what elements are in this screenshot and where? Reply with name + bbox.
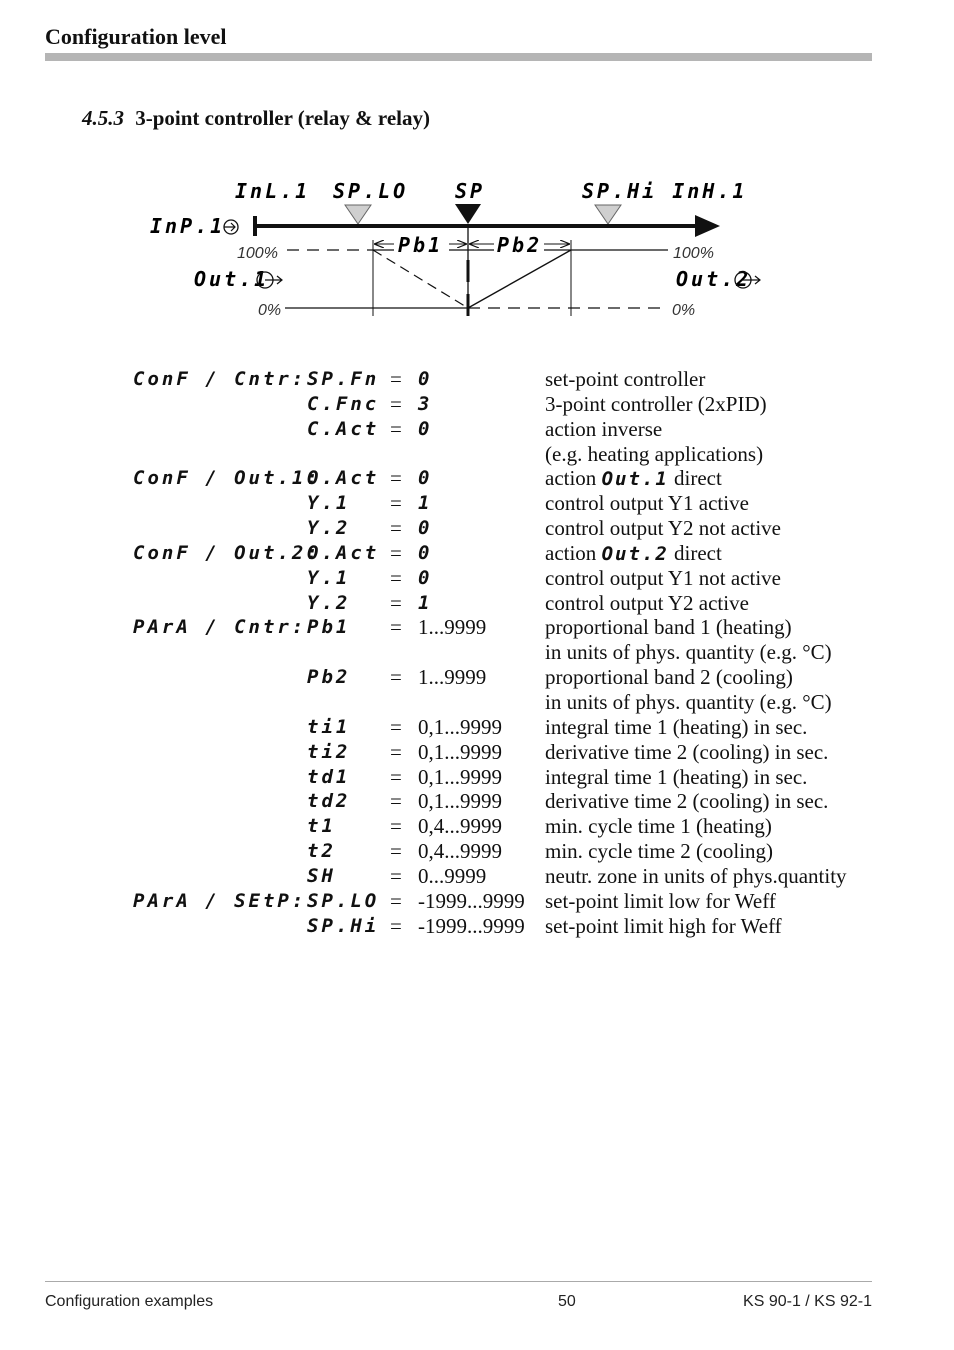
param-name: Y.1 xyxy=(307,566,351,589)
param-name: O.Act xyxy=(307,467,380,490)
label-sphi-inh1: SP.Hi InH.1 xyxy=(582,179,748,203)
param-name: C.Fnc xyxy=(307,392,380,415)
param-group: ConF / Out.2: xyxy=(133,541,321,564)
equals-sign: = xyxy=(390,540,402,565)
label-100-left: 100% xyxy=(237,245,278,262)
param-value: 0 xyxy=(418,368,433,390)
param-value: -1999...9999 xyxy=(418,913,525,938)
param-name: td2 xyxy=(307,790,351,813)
param-description: min. cycle time 1 (heating) xyxy=(545,814,772,839)
equals-sign: = xyxy=(390,665,402,690)
param-description: control output Y2 active xyxy=(545,590,749,615)
footer-divider xyxy=(45,1281,872,1282)
equals-sign: = xyxy=(390,416,402,441)
param-description: derivative time 2 (cooling) in sec. xyxy=(545,789,829,814)
equals-sign: = xyxy=(390,863,402,888)
section-number: 4.5.3 xyxy=(82,106,124,130)
splo-marker-icon xyxy=(345,205,371,224)
label-pb2: Pb2 xyxy=(497,233,543,257)
label-splo: SP.LO xyxy=(333,179,409,203)
label-inp1: InP.1 xyxy=(150,214,226,238)
param-description: control output Y1 not active xyxy=(545,565,782,590)
param-description: set-point limit high for Weff xyxy=(545,913,782,938)
param-value: 0 xyxy=(418,517,433,540)
sp-marker-icon xyxy=(455,204,481,224)
param-description: control output Y2 not active xyxy=(545,516,782,541)
param-name: SP.Hi xyxy=(307,914,380,937)
param-description: set-point limit low for Weff xyxy=(545,888,776,913)
param-description: min. cycle time 2 (cooling) xyxy=(545,839,774,864)
param-description xyxy=(545,466,722,492)
desc-prefix: action xyxy=(545,540,597,565)
param-value: 3 xyxy=(418,392,433,415)
equals-sign: = xyxy=(390,590,402,615)
equals-sign: = xyxy=(390,839,402,864)
param-value: 0,4...9999 xyxy=(418,839,502,864)
param-name: td1 xyxy=(307,765,351,788)
label-100-right: 100% xyxy=(673,245,714,262)
equals-sign: = xyxy=(390,913,402,938)
param-value: 0 xyxy=(418,417,433,440)
param-description: 3-point controller (2xPID) xyxy=(545,391,767,416)
param-name: Y.2 xyxy=(307,591,351,614)
page-header-title: Configuration level xyxy=(45,24,227,49)
controller-diagram xyxy=(140,170,800,350)
param-value: -1999...9999 xyxy=(418,888,525,913)
sphi-marker-icon xyxy=(595,205,621,224)
label-pb1: Pb1 xyxy=(398,233,444,257)
equals-sign: = xyxy=(390,466,402,491)
param-name: t1 xyxy=(307,815,336,838)
input-connector-icon xyxy=(224,220,238,234)
param-group: PArA / SEtP: xyxy=(133,889,307,912)
param-name: ti2 xyxy=(307,740,351,763)
footer-section-name: Configuration examples xyxy=(45,1293,214,1310)
param-name: C.Act xyxy=(307,417,380,440)
param-value: 1 xyxy=(418,492,433,515)
param-value: 0,4...9999 xyxy=(418,814,502,839)
equals-sign: = xyxy=(390,565,402,590)
label-0-right: 0% xyxy=(672,302,696,319)
param-description: in units of phys. quantity (e.g. °C) xyxy=(545,689,832,714)
section-heading xyxy=(82,106,430,131)
desc-output-code: Out.1 xyxy=(601,468,669,491)
footer-page-number: 50 xyxy=(558,1293,576,1310)
label-out2: Out.2 xyxy=(676,267,752,291)
param-value: 1...9999 xyxy=(418,615,487,640)
param-value: 0,1...9999 xyxy=(418,764,502,789)
axis-arrow-icon xyxy=(695,215,720,237)
param-name: O.Act xyxy=(307,541,380,564)
equals-sign: = xyxy=(390,615,402,640)
footer-product-name: KS 90-1 / KS 92-1 xyxy=(743,1293,872,1310)
param-group: PArA / Cntr: xyxy=(133,616,307,639)
label-inl1: InL.1 xyxy=(235,179,311,203)
param-description xyxy=(545,541,722,567)
param-description: derivative time 2 (cooling) in sec. xyxy=(545,739,829,764)
param-value: 0,1...9999 xyxy=(418,739,502,764)
param-value: 1...9999 xyxy=(418,665,487,690)
desc-output-code: Out.2 xyxy=(601,542,669,565)
param-value: 0,1...9999 xyxy=(418,714,502,739)
equals-sign: = xyxy=(390,888,402,913)
label-out1: Out.1 xyxy=(194,267,270,291)
param-description: set-point controller xyxy=(545,367,706,391)
equals-sign: = xyxy=(390,714,402,739)
param-name: SH xyxy=(307,864,336,887)
equals-sign: = xyxy=(390,391,402,416)
param-description: proportional band 1 (heating) xyxy=(545,615,792,640)
header-divider-bar xyxy=(45,53,872,61)
param-name: Pb2 xyxy=(307,666,351,689)
param-value: 0,1...9999 xyxy=(418,789,502,814)
param-description: proportional band 2 (cooling) xyxy=(545,665,793,690)
param-description: in units of phys. quantity (e.g. °C) xyxy=(545,640,832,665)
param-name: Pb1 xyxy=(307,616,351,639)
section-title-text: 3-point controller (relay & relay) xyxy=(135,106,430,130)
param-value: 1 xyxy=(418,591,433,614)
param-value: 0 xyxy=(418,467,433,490)
equals-sign: = xyxy=(390,491,402,516)
param-name: ti1 xyxy=(307,715,351,738)
equals-sign: = xyxy=(390,367,402,391)
equals-sign: = xyxy=(390,764,402,789)
param-name: SP.Fn xyxy=(307,368,380,390)
param-description: integral time 1 (heating) in sec. xyxy=(545,714,808,739)
param-value: 0 xyxy=(418,566,433,589)
label-sp: SP xyxy=(455,179,486,203)
param-description: (e.g. heating applications) xyxy=(545,441,764,466)
equals-sign: = xyxy=(390,516,402,541)
equals-sign: = xyxy=(390,789,402,814)
param-group: ConF / Cntr: xyxy=(133,368,307,390)
param-description: control output Y1 active xyxy=(545,491,749,516)
param-description: action inverse xyxy=(545,416,663,441)
param-name: SP.LO xyxy=(307,889,380,912)
desc-suffix: direct xyxy=(674,466,722,491)
param-name: Y.1 xyxy=(307,492,351,515)
param-value: 0 xyxy=(418,541,433,564)
param-group: ConF / Out.1: xyxy=(133,467,321,490)
label-0-left: 0% xyxy=(258,302,282,319)
equals-sign: = xyxy=(390,814,402,839)
param-name: t2 xyxy=(307,840,336,863)
param-description: neutr. zone in units of phys.quantity xyxy=(545,863,847,888)
param-value: 0...9999 xyxy=(418,863,487,888)
param-description: integral time 1 (heating) in sec. xyxy=(545,764,808,789)
desc-suffix: direct xyxy=(674,540,722,565)
equals-sign: = xyxy=(390,739,402,764)
param-name: Y.2 xyxy=(307,517,351,540)
desc-prefix: action xyxy=(545,466,597,491)
